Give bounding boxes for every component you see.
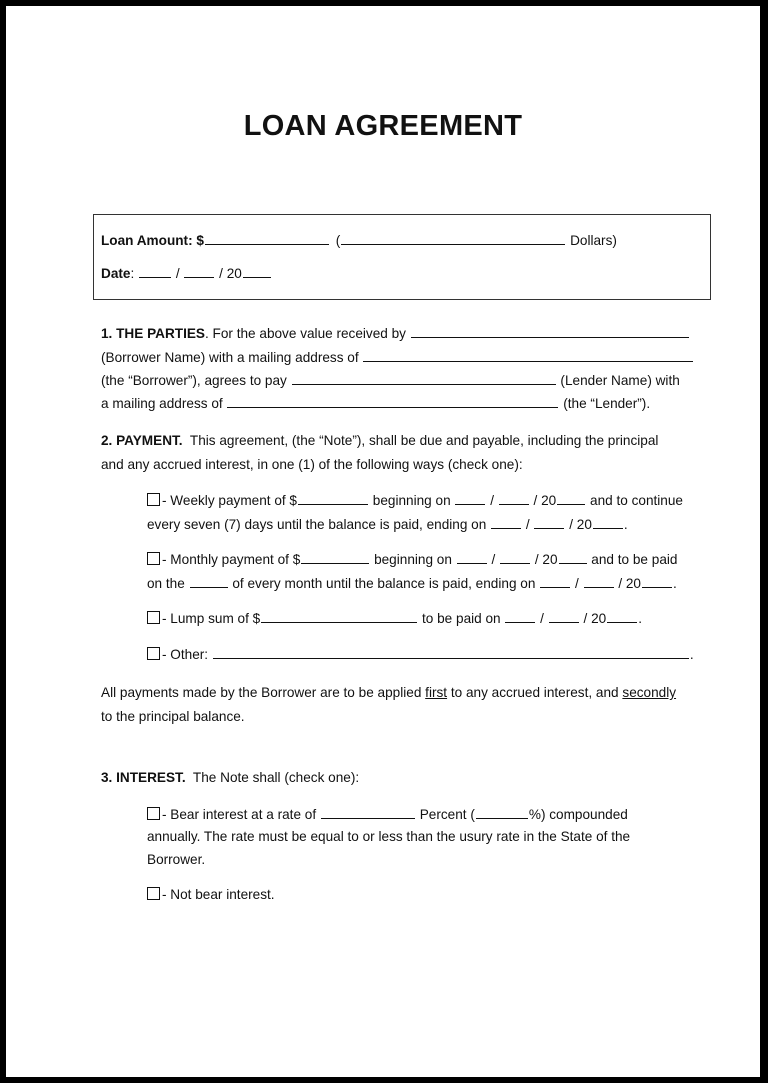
payment-line-2 [101, 457, 523, 473]
lump-day-field[interactable] [549, 609, 579, 623]
monthly-option-line-2 [147, 574, 677, 592]
bear-interest-text-b: Percent ( [419, 807, 475, 822]
payment-note-line-2 [101, 709, 245, 725]
lump-year-prefix: / 20 [583, 611, 607, 626]
payment-note-first: first [425, 685, 448, 700]
monthly-start-month-field[interactable] [457, 550, 487, 564]
weekly-end-day-field[interactable] [534, 515, 564, 529]
weekly-option-line-2 [147, 515, 628, 533]
payment-text-1: This agreement, (the “Note”), shall be due and payable, including the principal [189, 433, 659, 448]
parties-text-2: (Borrower Name) with a mailing address of [101, 350, 359, 365]
other-checkbox[interactable] [147, 647, 160, 660]
monthly-option-line-1 [147, 550, 677, 568]
date-slash: / [175, 266, 180, 281]
interest-rate-words-field[interactable] [321, 805, 415, 819]
payment-note-line-1 [101, 685, 676, 701]
monthly-amount-field[interactable] [301, 550, 369, 564]
parties-text-4b: (the “Lender”). [563, 396, 651, 411]
monthly-text-d2: of every month until the balance is paid, ending on [232, 576, 536, 591]
bear-interest-line-1 [147, 805, 628, 823]
monthly-checkbox[interactable] [147, 552, 160, 565]
lump-text-b: to be paid on [422, 611, 501, 626]
weekly-option-line-1 [147, 491, 683, 509]
weekly-end-month-field[interactable] [491, 515, 521, 529]
loan-amount-field[interactable] [205, 231, 329, 245]
weekly-start-day-field[interactable] [499, 491, 529, 505]
monthly-day-of-month-field[interactable] [190, 574, 228, 588]
payment-text-2: and any accrued interest, in one (1) of the following ways (check one): [101, 457, 523, 472]
monthly-start-slash: / [491, 552, 496, 567]
monthly-end-slash: / [574, 576, 579, 591]
loan-summary-box [93, 214, 711, 300]
parties-text-3b: (Lender Name) with [560, 373, 680, 388]
monthly-start-year-field[interactable] [559, 550, 587, 564]
weekly-start-year-prefix: / 20 [533, 493, 557, 508]
weekly-end-slash: / [525, 517, 530, 532]
monthly-end-month-field[interactable] [540, 574, 570, 588]
payment-note-secondly: secondly [622, 685, 677, 700]
date-colon: : [130, 266, 135, 281]
lender-address-field[interactable] [227, 394, 558, 408]
parties-line-3 [101, 371, 680, 389]
monthly-text-a: - Monthly payment of $ [162, 552, 301, 567]
loan-amount-line [101, 231, 617, 249]
monthly-text-c: and to be paid [591, 552, 678, 567]
bear-interest-text-c: %) compounded [528, 807, 628, 822]
interest-line-1 [101, 770, 359, 786]
document-page [6, 6, 760, 1077]
bear-interest-text-2: annually. The rate must be equal to or less than the usury rate in the State of the [147, 829, 631, 844]
monthly-text-b: beginning on [374, 552, 452, 567]
date-year-prefix: / 20 [219, 266, 242, 281]
monthly-end-year-prefix: / 20 [618, 576, 641, 591]
weekly-text-a: - Weekly payment of $ [162, 493, 297, 508]
bear-interest-line-3 [147, 852, 205, 868]
not-bear-interest-text: - Not bear interest. [162, 887, 275, 902]
document-title: LOAN AGREEMENT [243, 110, 523, 142]
monthly-end-period: . [673, 576, 677, 591]
interest-intro: The Note shall (check one): [192, 770, 360, 785]
payment-note-a: All payments made by the Borrower are to be applied [101, 685, 426, 700]
weekly-start-slash: / [490, 493, 494, 508]
borrower-name-field[interactable] [411, 324, 689, 338]
parties-heading: 1. THE PARTIES [101, 326, 205, 341]
parties-line-1 [101, 324, 690, 342]
loan-amount-words-field[interactable] [341, 231, 565, 245]
other-field[interactable] [213, 645, 689, 659]
weekly-end-year-prefix: / 20 [569, 517, 592, 532]
parties-text-1: . For the above value received by [204, 326, 406, 341]
loan-amount-currency: $ [196, 233, 204, 248]
other-option-line [147, 645, 694, 663]
weekly-text-c: and to continue [590, 493, 683, 508]
date-month-field[interactable] [139, 264, 171, 278]
monthly-start-day-field[interactable] [500, 550, 530, 564]
bear-interest-text-a: - Bear interest at a rate of [162, 807, 317, 822]
lump-month-field[interactable] [505, 609, 535, 623]
bear-interest-checkbox[interactable] [147, 807, 160, 820]
date-line [101, 264, 272, 282]
lump-year-field[interactable] [607, 609, 637, 623]
weekly-text-d: every seven (7) days until the balance is paid, ending on [147, 517, 487, 532]
parties-text-4a: a mailing address of [101, 396, 223, 411]
payment-heading: 2. PAYMENT. [101, 433, 183, 448]
loan-amount-label: Loan Amount: [101, 233, 193, 248]
payment-note-b: to any accrued interest, and [447, 685, 623, 700]
monthly-end-year-field[interactable] [642, 574, 672, 588]
lump-amount-field[interactable] [261, 609, 417, 623]
loan-amount-dollars: Dollars) [570, 233, 617, 248]
not-bear-interest-line [147, 887, 275, 903]
interest-rate-number-field[interactable] [476, 805, 528, 819]
lump-end-period: . [638, 611, 642, 626]
weekly-end-period: . [623, 517, 628, 532]
date-label: Date [101, 266, 131, 281]
borrower-address-field[interactable] [363, 348, 693, 362]
parties-line-2 [101, 348, 694, 366]
weekly-start-month-field[interactable] [455, 491, 485, 505]
lump-text-a: - Lump sum of $ [162, 611, 261, 626]
lump-option-line [147, 609, 642, 627]
weekly-end-year-field[interactable] [593, 515, 623, 529]
monthly-start-year-prefix: / 20 [534, 552, 558, 567]
payment-note-c: to the principal balance. [101, 709, 245, 724]
lender-name-field[interactable] [292, 371, 556, 385]
weekly-amount-field[interactable] [298, 491, 368, 505]
weekly-checkbox[interactable] [147, 493, 160, 506]
parties-text-3a: (the “Borrower”), agrees to pay [101, 373, 287, 388]
monthly-text-d1: on the [147, 576, 185, 591]
other-end-period: . [689, 647, 694, 662]
lump-checkbox[interactable] [147, 611, 160, 624]
bear-interest-text-3: Borrower. [147, 852, 206, 867]
weekly-start-year-field[interactable] [557, 491, 585, 505]
date-year-field[interactable] [243, 264, 271, 278]
date-day-field[interactable] [184, 264, 214, 278]
weekly-text-b: beginning on [372, 493, 451, 508]
interest-heading: 3. INTEREST. [101, 770, 186, 785]
payment-line-1 [101, 433, 658, 449]
other-text-a: - Other: [162, 647, 209, 662]
loan-amount-open-paren: ( [335, 233, 341, 248]
monthly-end-day-field[interactable] [584, 574, 614, 588]
parties-line-4 [101, 394, 650, 412]
bear-interest-line-2 [147, 829, 630, 845]
lump-slash: / [540, 611, 544, 626]
not-bear-interest-checkbox[interactable] [147, 887, 160, 900]
